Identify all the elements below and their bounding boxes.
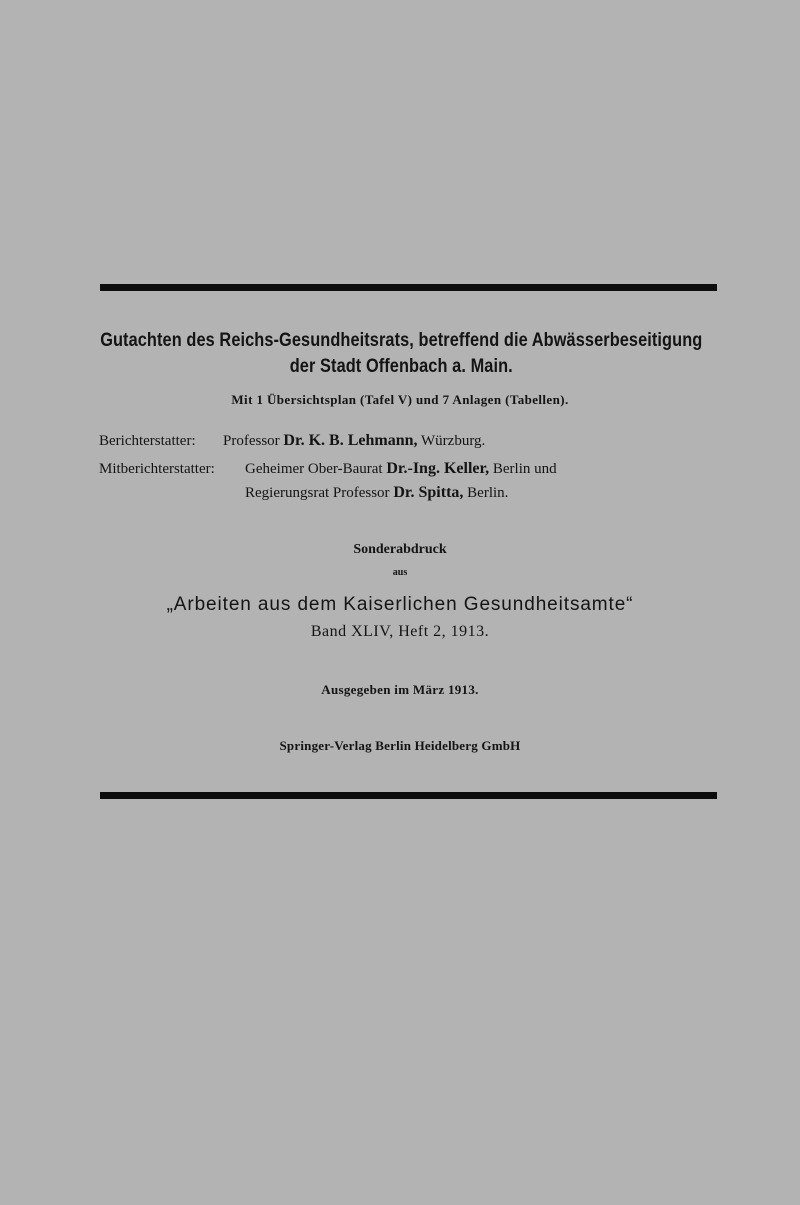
bottom-rule: [100, 792, 717, 799]
coreporter-line-1: [99, 460, 557, 478]
coreporter-role: Mitberichterstatter:: [99, 461, 215, 477]
reporter-name: Dr. K. B. Lehmann,: [283, 432, 418, 449]
coreporter-1-place: Berlin und: [492, 461, 557, 477]
title-line-2: der Stadt Offenbach a. Main.: [289, 356, 513, 377]
coreporter-2-place: Berlin.: [467, 485, 509, 501]
issue-date: Ausgegeben im März 1913.: [321, 682, 479, 697]
coreporter-line-2: [245, 484, 508, 502]
coreporter-2-name: Dr. Spitta,: [393, 484, 464, 501]
journal-volume: Band XLIV, Heft 2, 1913.: [310, 623, 490, 640]
coreporter-1-prefix: Geheimer Ober-Baurat: [245, 461, 383, 477]
coreporter-1-name: Dr.-Ing. Keller,: [386, 460, 490, 477]
reporter-place: Würzburg.: [421, 433, 486, 449]
coreporter-2-prefix: Regierungsrat Professor: [245, 485, 390, 501]
journal-title: „Arbeiten aus dem Kaiserlichen Gesundheitsamte“: [166, 594, 634, 615]
reporter-line: [99, 432, 485, 450]
title-line-1: Gutachten des Reichs-Gesundheitsrats, betreffend die Abwässerbeseitigung: [100, 330, 703, 351]
publisher: Springer-Verlag Berlin Heidelberg GmbH: [279, 738, 521, 753]
offprint-from: aus: [392, 567, 408, 578]
reporter-role: Berichterstatter:: [99, 433, 196, 449]
top-rule: [100, 284, 717, 291]
reporter-prefix: Professor: [223, 433, 280, 449]
offprint-label: Sonderabdruck: [353, 542, 447, 557]
subtitle: Mit 1 Übersichtsplan (Tafel V) und 7 Anlagen (Tabellen).: [231, 392, 569, 407]
